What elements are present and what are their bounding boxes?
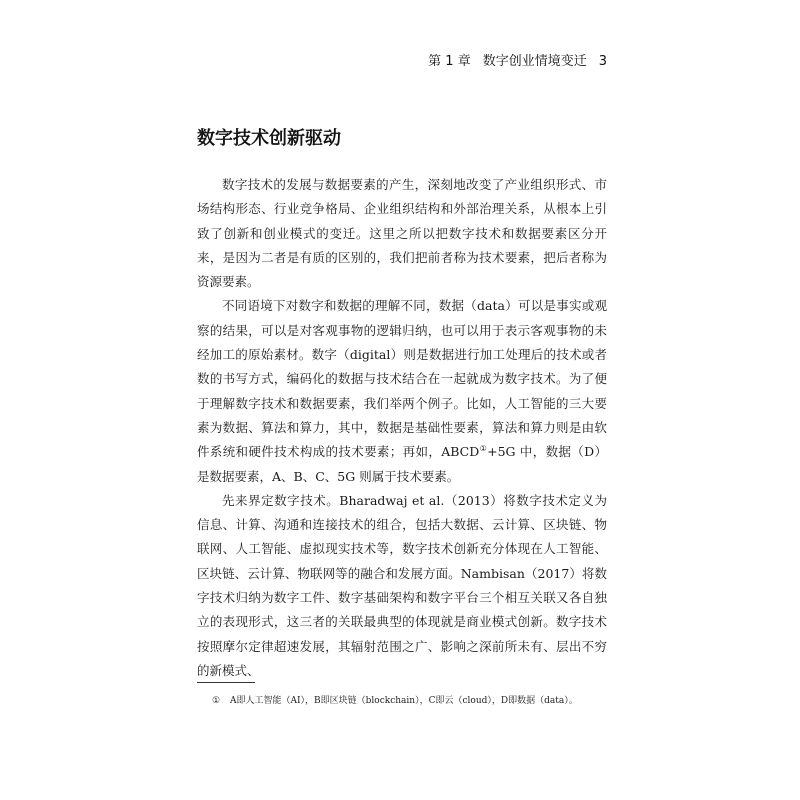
paragraph-2-text-b: +5G 中，数据（D）是数据要素，A、B、C、5G 则属于技术要素。 <box>197 444 607 484</box>
footnote <box>212 693 632 706</box>
chapter-title: 数字创业情境变迁 <box>482 54 587 69</box>
paragraph-2 <box>197 294 607 488</box>
footnote-mark: ① <box>212 696 221 706</box>
footnote-divider <box>197 682 255 683</box>
running-header <box>428 50 607 69</box>
footnote-text: A即人工智能（AI），B即区块链（blockchain），C即云（cloud），D即数据（data）。 <box>230 696 578 706</box>
body-text <box>197 173 607 683</box>
page-number: 3 <box>598 54 607 69</box>
paragraph-2-text-a: 不同语境下对数字和数据的理解不同，数据（data）可以是事实或观察的结果，可以是对客观事物的逻辑归纳，也可以用于表示客观事物的未经加工的原始素材。数字（digital）则是数据进行加工处理后的技术或者数的书写方式，编码化的数据与技术结合在一起就成为数字技术。为了便于理解数字技术和数据要素，我们举两个例子。比如，人工智能的三大要素为数据、算法和算力，其中，数据是基础性要素，算法和算力则是由软件系统和硬件技术构成的技术要素；再如，ABCD <box>197 298 607 460</box>
section-title: 数字技术创新驱动 <box>197 128 341 149</box>
paragraph-1: 数字技术的发展与数据要素的产生，深刻地改变了产业组织形式、市场结构形态、行业竞争格局、企业组织结构和外部治理关系，从根本上引致了创新和创业模式的变迁。这里之所以把数字技术和数据要素区分开来，是因为二者是有质的区别的，我们把前者称为技术要素，把后者称为资源要素。 <box>197 177 607 290</box>
footnote-reference[interactable]: ① <box>479 444 488 454</box>
chapter-number: 第 1 章 <box>428 54 471 69</box>
paragraph-3: 先来界定数字技术。Bharadwaj et al.（2013）将数字技术定义为信息、计算、沟通和连接技术的组合，包括大数据、云计算、区块链、物联网、人工智能、虚拟现实技术等，数字技术创新充分体现在人工智能、区块链、云计算、物联网等的融合和发展方面。Nambisan（2017）将数字技术归纳为数字工件、数字基础架构和数字平台三个相互关联又各自独立的表现形式，这三者的关联最典型的体现就是商业模式创新。数字技术按照摩尔定律超速发展，其辐射范围之广、影响之深前所未有、层出不穷的新模式、 <box>197 492 607 678</box>
